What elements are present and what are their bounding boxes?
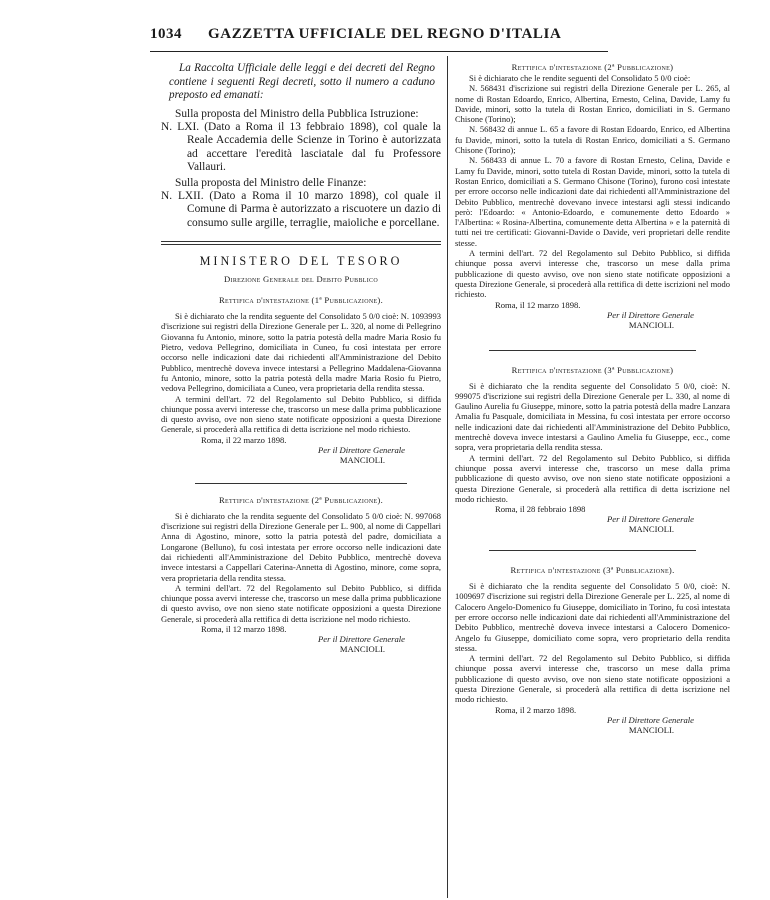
right-column — [455, 62, 730, 735]
header-rule — [150, 51, 608, 52]
notice-title: Rettifica d'intestazione (2ª Pubblicazione). — [218, 494, 384, 505]
notice-body: Si è dichiarato che la rendita seguente del Consolidato 5 0/0 cioè: N. 1093993 d'iscrizione sui registri della Direzione Generale per L. 320, al nome di Pellegrino Giovanna fu Antonio, minore, sotto la patria potestà della madre Maria Rosio fu Pietro, vedova Pellegrino, domiciliata in Cuneo, fu così intestata per errore occorso nelle indicazioni date dai richiedenti all'Amministrazione del Debito Pubblico, mentrechè doveva invece intestarsi a Pellegrino Maddalena-Giovanna fu Antonio, minore, sotto la patria potestà della madre Maria Rosio fu Pietro, vedova Pellegrino, domiciliata a Cuneo, vera proprietaria della rendita stessa. — [161, 311, 441, 394]
left-column — [161, 62, 441, 654]
decree-lxi: N. LXI. (Dato a Roma il 13 febbraio 1898), col quale la Reale Accademia delle Scienze in Torino è autorizzata ad accettare l'eredità lasciatale dal fu Professore Vallauri. — [161, 120, 441, 174]
notice-terms: A termini dell'art. 72 del Regolamento sul Debito Pubblico, si diffida chiunque possa avervi interesse che, trascorso un mese dalla prima pubblicazione di questo avviso, ove non sieno state notificate opposizioni a questa Direzione Generale, si procederà alla rettifica di detta iscrizione nel modo richiesto. — [455, 452, 730, 504]
notice-terms: A termini dell'art. 72 del Regolamento sul Debito Pubblico, si diffida chiunque possa avervi interesse che, trascorso un mese dalla prima pubblicazione di questo avviso, ove non sieno state notificate opposizioni a questa Direzione Generale, si procederà alla rettifica di detta iscrizione nel modo richiesto. — [161, 582, 441, 624]
notice-body: Si è dichiarato che la rendita seguente del Consolidato 5 0/0, cioè: N. 999075 d'iscrizione sui registri della Direzione Generale per L. 330, al nome di Gaulino Aurelia fu Giuseppe, minore, sotto la patria potestà della madre Lanzara Amalia fu Pasquale, domiciliata in Messina, fu così intestata per errore occorso nelle indicazioni date dai richiedenti all'Amministrazione del Debito Pubblico, mentrechè doveva invece intestarsi a Gaulino Amelia fu Giuseppe, ecc., come sopra, vera proprietaria della rendita stessa. — [455, 380, 730, 453]
notice-separator — [195, 483, 407, 484]
notice-separator — [489, 550, 696, 551]
notice-signature-name: MANCIOLI. — [628, 319, 674, 330]
proposal-finance: Sulla proposta del Ministro delle Finanze: — [175, 176, 367, 189]
page-number: 1034 — [150, 26, 182, 42]
notice-signature-title: Per il Direttore Generale — [318, 444, 405, 455]
notice-item: N. 568431 d'iscrizione sui registri della Direzione Generale per L. 265, al nome di Rostan Edoardo, Enrico, Albertina, Ernesto, Celina, Davide, Lamy fu Davide, minori, sotto la tutela di Rostan Enrico, domiciliati in S. Germano Chisone (Torino); — [455, 83, 730, 125]
notice-signature-name: MANCIOLI. — [339, 643, 385, 654]
page-title: GAZZETTA UFFICIALE DEL REGNO D'ITALIA — [208, 26, 562, 42]
notice-body: Si è dichiarato che la rendita seguente del Consolidato 5 0/0 cioè: N. 997068 d'iscrizione sui registri della Direzione Generale per L. 900, al nome di Cappellari Anna di Agostino, minore, sotto la patria potestà del padre, domiciliata a Longarone (Belluno), fu così intestata per errore occorso nelle indicazioni date dai richiedenti all'Amministrazione del Debito Pubblico, mentrechè doveva invece intestarsi a Cappellari Caterina-Annetta di Agostino, minore, come sopra, vera proprietaria della rendita stessa. — [161, 510, 441, 583]
notice-terms: A termini dell'art. 72 del Regolamento sul Debito Pubblico, si diffida chiunque possa avervi interesse che, trascorso un mese dalla prima pubblicazione di questo avviso, ove non sieno state notificate opposizioni a questa Direzione Generale, si procederà alla rettifica di dette iscrizioni nel modo richiesto. — [455, 248, 730, 300]
proposal-instruction: Sulla proposta del Ministro della Pubblica Istruzione: — [175, 107, 419, 120]
section-separator — [161, 244, 441, 245]
intro-paragraph: La Raccolta Ufficiale delle leggi e dei decreti del Regno contiene i seguenti Regi decreti, sotto il numero a caduno preposto ed emanati: — [169, 62, 435, 101]
notice-title: Rettifica d'intestazione (3ª Pubblicazione) — [511, 364, 674, 375]
ministry-heading: MINISTERO DEL TESORO — [199, 254, 403, 269]
notice-terms: A termini dell'art. 72 del Regolamento sul Debito Pubblico, si diffida chiunque possa avervi interesse che, trascorso un mese dalla prima pubblicazione di questo avviso, ove non sieno state notificate opposizioni a questa Direzione Generale, si procederà alla rettifica di detta iscrizione nel modo richiesto. — [161, 393, 441, 435]
notice-item: N. 568433 di annue L. 70 a favore di Rostan Ernesto, Celina, Davide e Lamy fu Davide, minori, sotto tutela di Rostan Davide, minori, sotto la tutela di Rostan Enrico, domiciliati a S. Germano Chisone (Torino), furono così intestate per errore occorso nelle indicazioni date dai richiedenti all'Amministrazione del Debito Pubblico, mentrechè dovevano invece intestarsi agli stessi indicando però: l'Edoardo: « Antonio-Edoardo, e comunemente detto Edoardo » l'Albertina: « Rosina-Albertina, comunemente detta Albertina » e la paternità di tutti nei tre certificati: Giovanni-Davide o Davide, veri proprietari delle rendite stesse. — [455, 155, 730, 248]
notice-item: N. 568432 di annue L. 65 a favore di Rostan Edoardo, Enrico, ed Albertina fu Davide, minori, sotto la tutela di Rostan Enrico, domiciliati a S. Germano Chisone (Torino); — [455, 124, 730, 156]
notice-body: Si è dichiarato che la rendita seguente del Consolidato 5 0/0, cioè: N. 1009697 d'iscrizione sui registri della Direzione Generale per L. 225, al nome di Calocero Angelo-Domenico fu Giuseppe, domiciliato in Torino, fu così intestata per errore occorso nelle indicazioni date dai richiedenti all'Amministrazione del Debito Pubblico, mentrechè doveva invece intestarsi a Calocero Domenico-Angelo fu Giuseppe, domiciliato come sopra, vero proprietario della rendita stessa. — [455, 581, 730, 653]
notice-signature-name: MANCIOLI. — [339, 454, 385, 465]
notice-date: Roma, il 12 marzo 1898. — [495, 299, 581, 310]
notice-signature-title: Per il Direttore Generale — [607, 514, 694, 525]
column-divider — [447, 56, 448, 898]
notice-title: Rettifica d'intestazione (3ª Pubblicazione). — [510, 565, 675, 576]
notice-title: Rettifica d'intestazione (2ª Pubblicazione) — [511, 62, 674, 72]
page-header — [150, 26, 595, 46]
notice-date: Roma, il 22 marzo 1898. — [201, 434, 287, 445]
direction-subheading: Direzione Generale del Debito Pubblico — [224, 274, 378, 285]
notice-signature-name: MANCIOLI. — [628, 724, 674, 735]
notice-signature-name: MANCIOLI. — [628, 524, 674, 535]
notice-intro: Si è dichiarato che le rendite seguenti del Consolidato 5 0/0 cioè: — [469, 73, 691, 83]
decree-lxii: N. LXII. (Dato a Roma il 10 marzo 1898), col quale il Comune di Parma è autorizzato a riscuotere un dazio di consumo sulle argille, terraglie, maioliche e porcellane. — [161, 189, 441, 229]
notice-title: Rettifica d'intestazione (1ª Pubblicazione). — [218, 295, 384, 306]
notice-date: Roma, il 12 marzo 1898. — [201, 623, 287, 634]
notice-signature-title: Per il Direttore Generale — [607, 309, 694, 320]
notice-date: Roma, il 28 febbraio 1898 — [495, 504, 586, 515]
notice-terms: A termini dell'art. 72 del Regolamento sul Debito Pubblico, si diffida chiunque possa avervi interesse che, trascorso un mese dalla prima pubblicazione di questo avviso, ove non sieno state notificate opposizioni a questa Direzione Generale, si procederà alla rettifica di detta iscrizione nel modo richiesto. — [455, 653, 730, 705]
notice-date: Roma, il 2 marzo 1898. — [495, 704, 577, 715]
notice-signature-title: Per il Direttore Generale — [607, 714, 694, 725]
section-separator — [161, 241, 441, 242]
notice-separator — [489, 350, 696, 351]
notice-signature-title: Per il Direttore Generale — [318, 633, 405, 644]
